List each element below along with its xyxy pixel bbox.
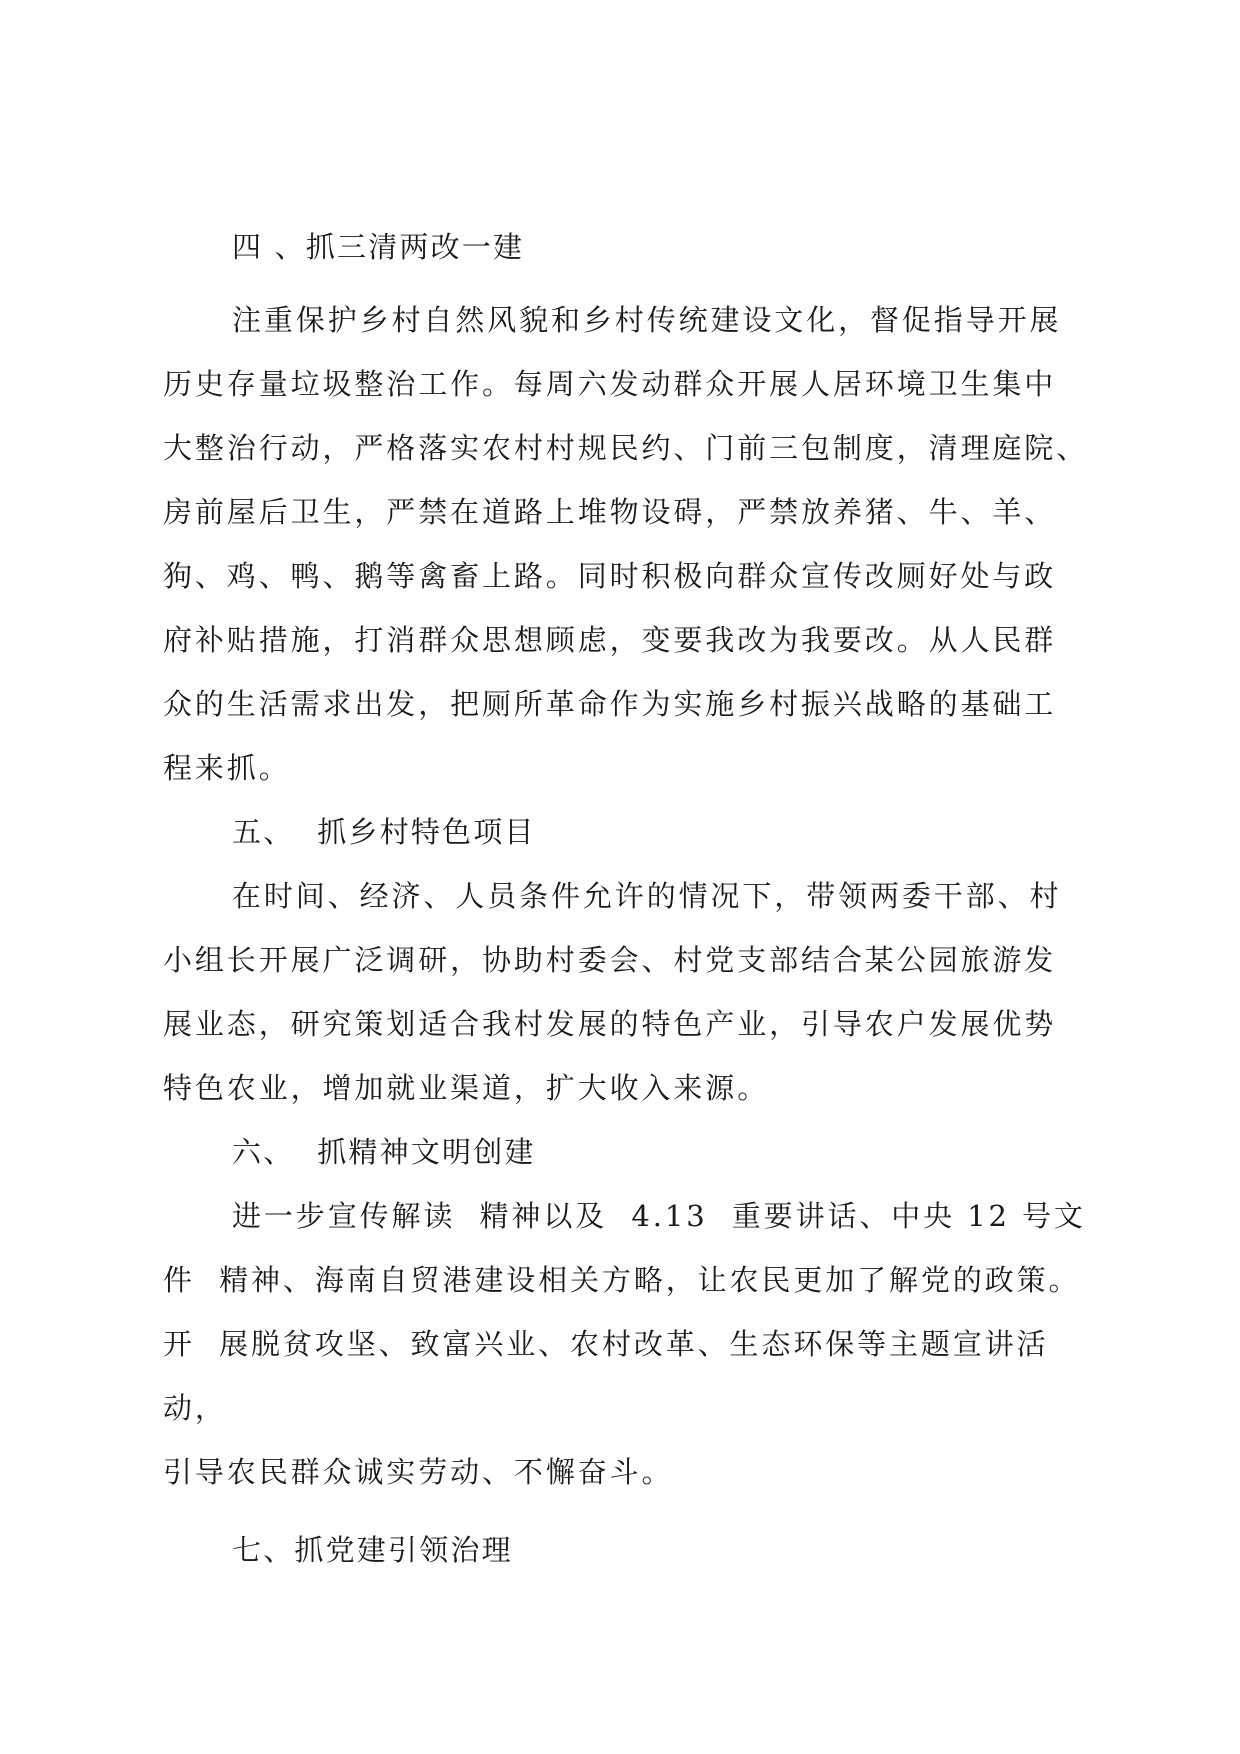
paragraph-line: 在时间、经济、人员条件允许的情况下，带领两委干部、村 [232, 879, 1062, 913]
paragraph-line: 程来抓。 [163, 751, 291, 785]
paragraph-line: 府补贴措施，打消群众思想顾虑，变要我改为我要改。从人民群 [163, 623, 1057, 657]
paragraph-line: 众的生活需求出发，把厕所革命作为实施乡村振兴战略的基础工 [163, 687, 1057, 721]
paragraph-line: 小组长开展广泛调研，协助村委会、村党支部结合某公园旅游发 [163, 943, 1057, 977]
paragraph-line: 展业态，研究策划适合我村发展的特色产业，引导农户发展优势 [163, 1007, 1057, 1041]
paragraph-line: 特色农业，增加就业渠道，扩大收入来源。 [163, 1071, 770, 1105]
section-heading-4: 四 、抓三清两改一建 [232, 230, 525, 264]
paragraph-line: 开 展脱贫攻坚、致富兴业、农村改革、生态环保等主题宣讲活 [163, 1327, 1049, 1361]
paragraph-line: 狗、鸡、鸭、鹅等禽畜上路。同时积极向群众宣传改厕好处与政 [163, 559, 1057, 593]
paragraph-line: 房前屋后卫生，严禁在道路上堆物设碍，严禁放养猪、牛、羊、 [163, 495, 1057, 529]
section-heading-7: 七、抓党建引领治理 [232, 1533, 513, 1567]
paragraph-line: 注重保护乡村自然风貌和乡村传统建设文化，督促指导开展 [232, 303, 1062, 337]
paragraph-line: 引导农民群众诚实劳动、不懈奋斗。 [163, 1455, 674, 1489]
paragraph-line: 动， [163, 1391, 227, 1425]
section-heading-6: 六、 抓精神文明创建 [232, 1135, 536, 1169]
paragraph-line: 进一步宣传解读 精神以及 4.13 重要讲话、中央 12 号文 [232, 1199, 1086, 1233]
section-heading-5: 五、 抓乡村特色项目 [232, 815, 536, 849]
paragraph-line: 件 精神、海南自贸港建设相关方略，让农民更加了解党的政策。 [163, 1263, 1081, 1297]
paragraph-line: 历史存量垃圾整治工作。每周六发动群众开展人居环境卫生集中 [163, 367, 1057, 401]
paragraph-line: 大整治行动，严格落实农村村规民约、门前三包制度，清理庭院、 [163, 431, 1089, 465]
